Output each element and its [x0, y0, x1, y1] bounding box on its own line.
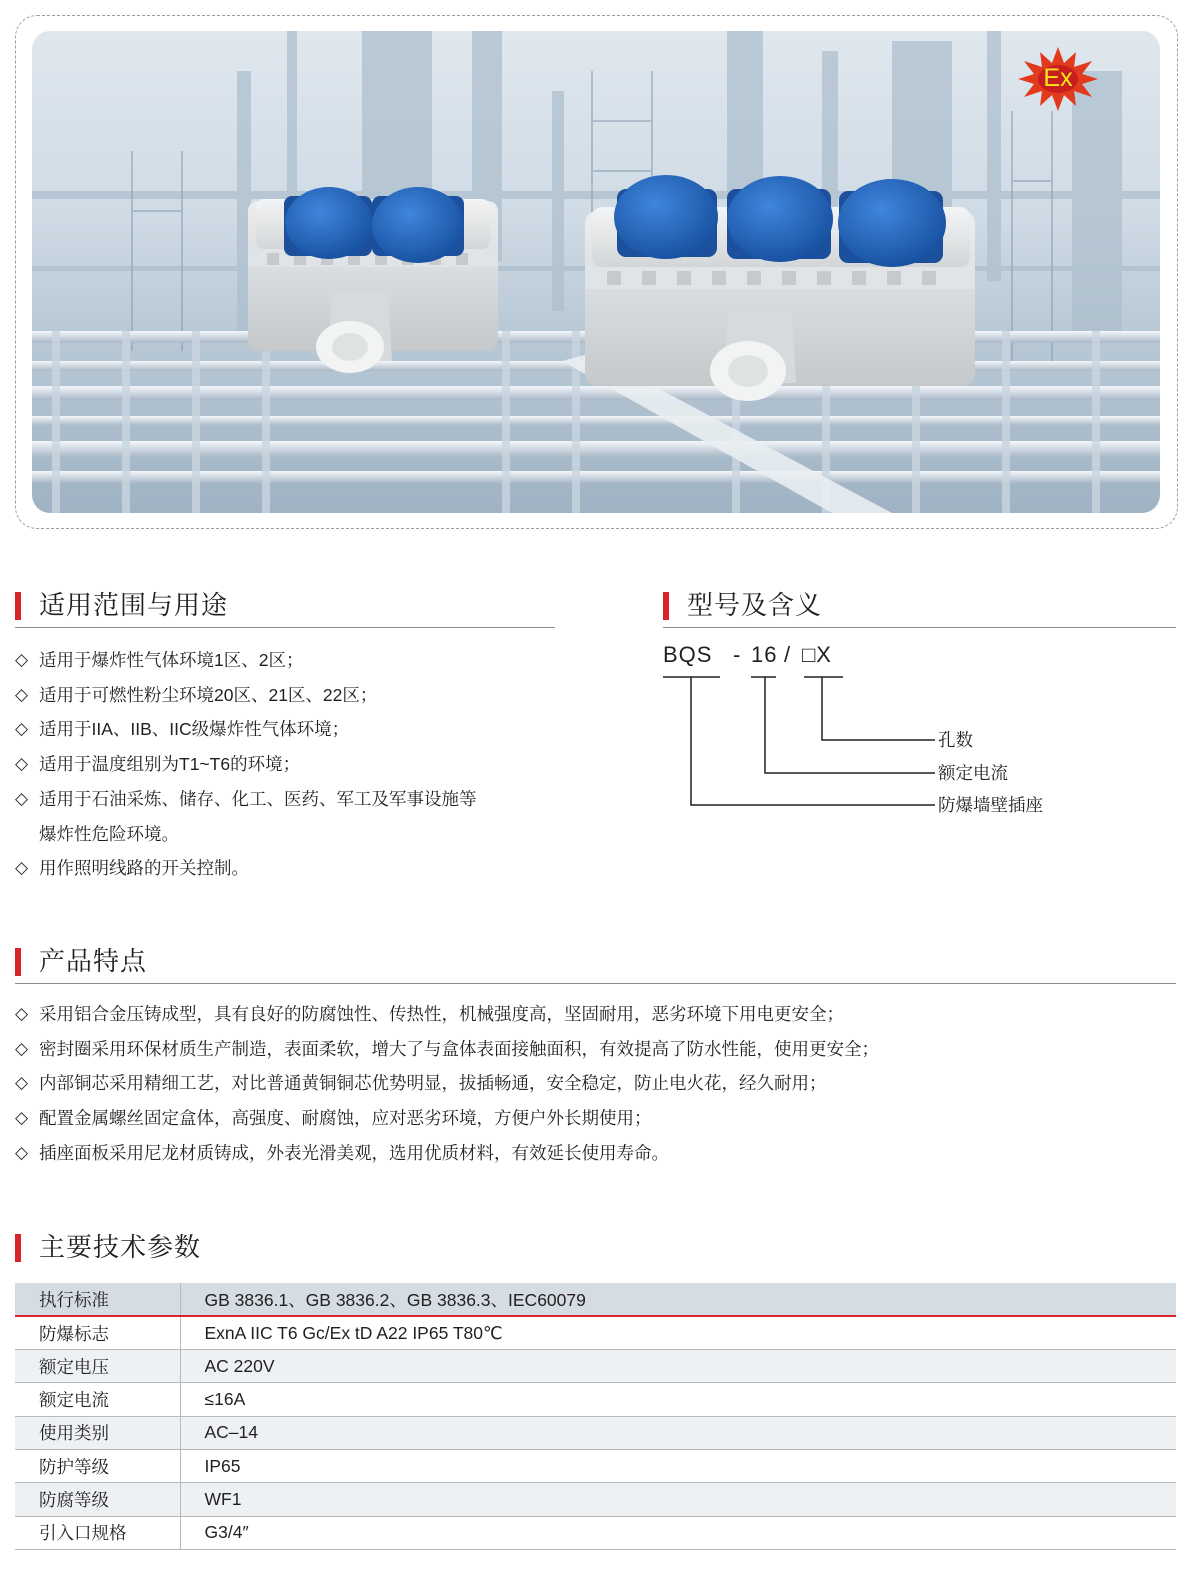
accent-bar [15, 1234, 21, 1262]
model-code-dash: - [733, 642, 742, 667]
model-label-current: 额定电流 [938, 763, 1008, 783]
section-title: 主要技术参数 [39, 1232, 202, 1262]
features-list [15, 997, 1175, 1171]
list-item: ◇ 密封圈采用环保材质生产制造，表面柔软，增大了与盒体表面接触面积，有效提高了防水性能，使用更安全； [15, 1032, 1175, 1067]
section-title: 适用范围与用途 [39, 590, 229, 620]
spec-value: AC 220V [180, 1350, 1176, 1383]
list-item: ◇ 配置金属螺丝固定盒体，高强度、耐腐蚀，应对恶劣环境，方便户外长期使用； [15, 1101, 1175, 1136]
model-code-slash: / [784, 642, 792, 667]
spec-value: G3/4″ [180, 1516, 1176, 1549]
spec-value: AC–14 [180, 1416, 1176, 1449]
model-code-series: BQS [663, 642, 713, 667]
table-row [15, 1283, 1176, 1316]
list-item: ◇ 内部铜芯采用精细工艺，对比普通黄铜铜芯优势明显，拔插畅通，安全稳定，防止电火花，经久耐用； [15, 1066, 1175, 1101]
spec-table [15, 1283, 1176, 1550]
spec-key: 防爆标志 [15, 1316, 180, 1349]
diamond-bullet-icon: ◇ [15, 1142, 29, 1162]
spec-value: WF1 [180, 1483, 1176, 1516]
spec-key: 引入口规格 [15, 1516, 180, 1549]
section-heading-model [663, 588, 1176, 628]
spec-key: 额定电流 [15, 1383, 180, 1416]
diamond-bullet-icon: ◇ [15, 858, 29, 878]
table-row [15, 1416, 1176, 1449]
spec-key: 执行标准 [15, 1283, 180, 1316]
list-item: ◇ 适用于石油采炼、储存、化工、医药、军工及军事设施等 [15, 782, 575, 817]
spec-value: ExnA IIC T6 Gc/Ex tD A22 IP65 T80℃ [180, 1316, 1176, 1349]
spec-key: 防护等级 [15, 1449, 180, 1482]
ex-badge-text: Ex [1043, 64, 1073, 92]
scope-list [15, 643, 575, 886]
list-item: ◇ 适用于IIA、IIB、IIC级爆炸性气体环境； [15, 712, 575, 747]
table-row [15, 1383, 1176, 1416]
accent-bar [15, 592, 21, 620]
section-heading-features [15, 944, 1176, 984]
spec-key: 防腐等级 [15, 1483, 180, 1516]
diamond-bullet-icon: ◇ [15, 650, 29, 669]
diamond-bullet-icon: ◇ [15, 1038, 29, 1058]
diamond-bullet-icon: ◇ [15, 1073, 29, 1093]
list-item-continuation: 爆炸性危险环境。 [39, 823, 179, 844]
table-row [15, 1449, 1176, 1482]
diamond-bullet-icon: ◇ [15, 719, 29, 739]
ex-certification-badge [1018, 47, 1098, 111]
table-row [15, 1483, 1176, 1516]
model-code-current: 16 [751, 642, 778, 667]
list-item: ◇ 插座面板采用尼龙材质铸成，外表光滑美观，选用优质材料，有效延长使用寿命。 [15, 1136, 1175, 1171]
spec-value: ≤16A [180, 1383, 1176, 1416]
diamond-bullet-icon: ◇ [15, 1004, 29, 1023]
diamond-bullet-icon: ◇ [15, 684, 29, 704]
spec-value: GB 3836.1、GB 3836.2、GB 3836.3、IEC60079 [180, 1283, 1176, 1316]
spec-key: 额定电压 [15, 1350, 180, 1383]
section-heading-specs [15, 1230, 1176, 1270]
list-item: ◇ 采用铝合金压铸成型，具有良好的防腐蚀性、传热性，机械强度高，坚固耐用，恶劣环境下用电更安全； [15, 997, 1175, 1032]
industrial-plant-background [32, 31, 1160, 513]
product-two-socket [248, 187, 498, 373]
model-label-holes: 孔数 [938, 730, 973, 750]
section-title: 型号及含义 [687, 590, 823, 620]
model-code-holes: □X [802, 642, 832, 667]
list-item: ◇ 用作照明线路的开关控制。 [15, 851, 575, 886]
diamond-bullet-icon: ◇ [15, 1108, 29, 1128]
section-heading-scope [15, 588, 555, 628]
accent-bar [663, 592, 669, 620]
diamond-bullet-icon: ◇ [15, 754, 29, 774]
list-item: ◇ 适用于可燃性粉尘环境20区、21区、22区； [15, 678, 575, 713]
product-three-socket [585, 175, 975, 401]
hero-image [32, 31, 1160, 513]
accent-bar [15, 948, 21, 976]
table-row [15, 1316, 1176, 1349]
section-title: 产品特点 [39, 946, 148, 976]
model-label-type: 防爆墙壁插座 [938, 795, 1043, 815]
spec-value: IP65 [180, 1449, 1176, 1482]
model-code-diagram [663, 640, 1183, 840]
table-row [15, 1350, 1176, 1383]
list-item: ◇ 适用于爆炸性气体环境1区、2区； [15, 643, 575, 678]
diamond-bullet-icon: ◇ [15, 788, 29, 808]
table-row [15, 1516, 1176, 1549]
spec-key: 使用类别 [15, 1416, 180, 1449]
model-leader-lines [663, 640, 1183, 840]
list-item: ◇ 适用于温度组别为T1~T6的环境； [15, 747, 575, 782]
